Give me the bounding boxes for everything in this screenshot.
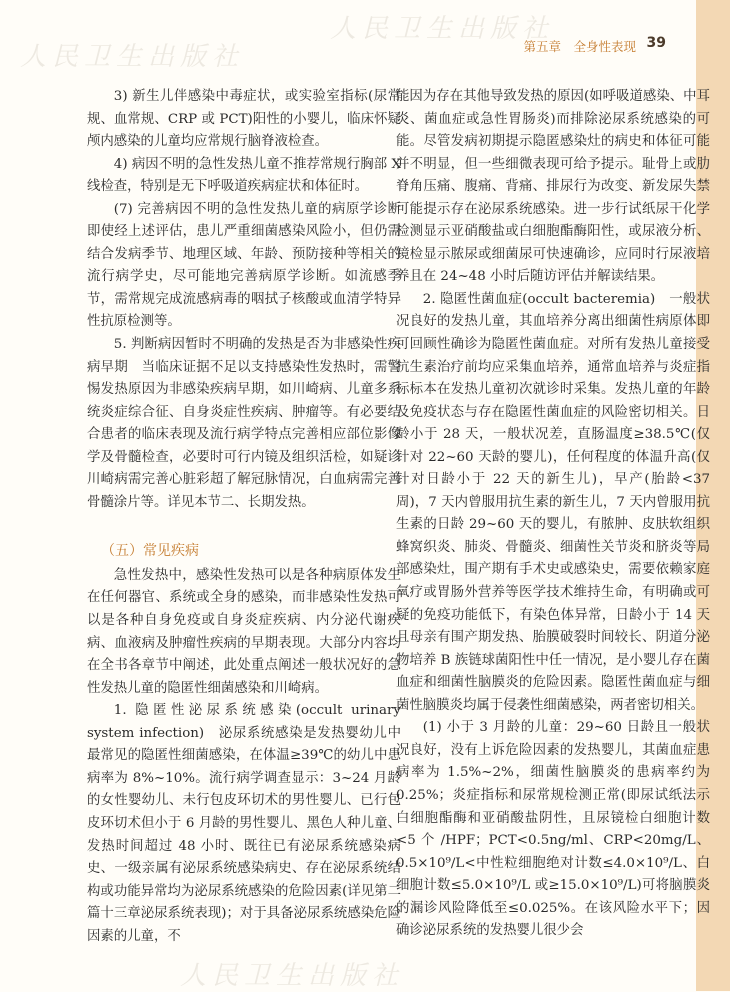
- section-heading: （五）常见疾病: [101, 543, 199, 560]
- paragraph: 能因为存在其他导致发热的原因(如呼吸道感染、中耳炎、菌血症或急性胃肠炎)而排除泌尿系统感染的可能。尽管发病初期提示隐匿感染灶的病史和体征可能并不明显，但一些细微表现可给予提示。耻骨上或肋脊角压痛、腹痛、背痛、排尿行为改变、新发尿失禁可能提示存在泌尿系统感染。进一步行试纸尿干化学检测显示亚硝酸盐或白细胞酯酶阳性，或尿液分析、镜检显示脓尿或细菌尿可快速确诊，应同时行尿液培养且在 24~48 小时后随访评估并解读结果。: [396, 89, 710, 285]
- right-column: [396, 86, 710, 943]
- page-number: 39: [646, 35, 666, 51]
- paragraph: (1) 小于 3 月龄的儿童：29~60 日龄且一般状况良好，没有上诉危险因素的发热婴儿，其菌血症患病率为 1.5%~2%，细菌性脑膜炎的患病率约为 0.25%；炎症指标和尿常规检测正常(即尿试纸法示白细胞酯酶和亚硝酸盐阴性，且尿镜检白细胞计数<5 个 /HPF；PCT<0.5ng/ml、CRP<20mg/L、0.5×10⁹/L<中性粒细胞绝对计数≤4.0×10⁹/L、白细胞计数≤5.0×10⁹/L 或≥15.0×10⁹/L)可将脑膜炎的漏诊风险降低至≤0.025%。在该风险水平下；因确诊泌尿系统的发热婴儿很少会: [396, 720, 710, 939]
- paragraph: 急性发热中，感染性发热可以是各种病原体发生在任何器官、系统或全身的感染，而非感染性发热可以是各种自身免疫或自身炎症疾病、内分泌代谢疾病、血液病及肿瘤性疾病的早期表现。大部分内容均在全书各章节中阐述，此处重点阐述一般状况好的急性发热儿童的隐匿性细菌感染和川崎病。: [87, 567, 401, 696]
- chapter-title: 第五章 全身性表现: [523, 39, 636, 54]
- watermark-top-left: 人民卫生出版社: [20, 42, 245, 72]
- watermark-top-right: 人民卫生出版社: [330, 14, 555, 44]
- paragraph: (7) 完善病因不明的急性发热儿童的病原学诊断即使经上述评估，患儿严重细菌感染风险小，但仍需结合发病季节、地理区域、年龄、预防接种等相关的流行病学史，尽可能地完善病原学诊断。如流感季节，需常规完成流感病毒的咽拭子核酸或血清学特异性抗原检测等。: [87, 201, 401, 330]
- paragraph: 5. 判断病因暂时不明确的发热是否为非感染性疾病早期 当临床证据不足以支持感染性发热时，需警惕发热原因为非感染疾病早期，如川崎病、儿童多系统炎症综合征、自身炎症性疾病、肿瘤等。有必要结合患者的临床表现及流行病学特点完善相应部位影像学及骨髓检查，必要时可行内镜及组织活检，如疑诊川崎病需完善心脏彩超了解冠脉情况，白血病需完善骨髓涂片等。详见本节二、长期发热。: [87, 337, 401, 510]
- paragraph: 1. 隐匿性泌尿系统感染(occult urinary system infection) 泌尿系统感染是发热婴幼儿中最常见的隐匿性细菌感染，在体温≥39℃的幼儿中患病率为 8%~10%。流行病学调查显示：3~24 月龄的女性婴幼儿、未行包皮环切术的男性婴儿、已行包皮环切术但小于 6 月龄的男性婴儿、黑色人种儿童、发热时间超过 48 小时、既往已有泌尿系统感染病史、一级亲属有泌尿系统感染病史、存在泌尿系统结构或功能异常均为泌尿系统感染的危险因素(详见第二篇十三章泌尿系统表现)；对于具备泌尿系统感染危险因素的儿童，不: [87, 703, 401, 944]
- paragraph: 4) 病因不明的急性发热儿童不推荐常规行胸部 X 线检查，特别是无下呼吸道疾病症状和体征时。: [87, 156, 401, 195]
- left-column: [87, 86, 401, 948]
- watermark-bottom: 人民卫生出版社: [180, 961, 405, 991]
- paragraph: 2. 隐匿性菌血症(occult bacteremia) 一般状况良好的发热儿童，其血培养分离出细菌性病原体即可回顾性确诊为隐匿性菌血症。对所有发热儿童接受抗生素治疗前均应采集血培养，通常血培养与炎症指标标本在发热儿童初次就诊时采集。发热儿童的年龄及免疫状态与存在隐匿性菌血症的风险密切相关。日龄小于 28 天，一般状况差，直肠温度≥38.5℃(仅针对 22~60 天龄的婴儿)，任何程度的体温升高(仅针对日龄小于 22 天的新生儿)，早产(胎龄<37 周)，7 天内曾服用抗生素的新生儿，7 天内曾服用抗生素的日龄 29~60 天的婴儿，有脓肿、皮肤软组织蜂窝织炎、肺炎、骨髓炎、细菌性关节炎和脐炎等局部感染灶，围产期有手术史或感染史，需要依赖家庭氧疗或胃肠外营养等医学技术维持生命，有明确或可疑的免疫功能低下，有染色体异常，日龄小于 14 天且母亲有围产期发热、胎膜破裂时间较长、阴道分泌物培养 B 族链球菌阳性中任一情况，是小婴儿存在菌血症和细菌性脑膜炎的危险因素。隐匿性菌血症与细菌性脑膜炎均属于侵袭性细菌感染，两者密切相关。: [396, 291, 710, 713]
- paragraph: 3) 新生儿伴感染中毒症状，或实验室指标(尿常规、血常规、CRP 或 PCT)阳性的小婴儿，临床怀疑颅内感染的儿童均应常规行脑脊液检查。: [87, 89, 401, 150]
